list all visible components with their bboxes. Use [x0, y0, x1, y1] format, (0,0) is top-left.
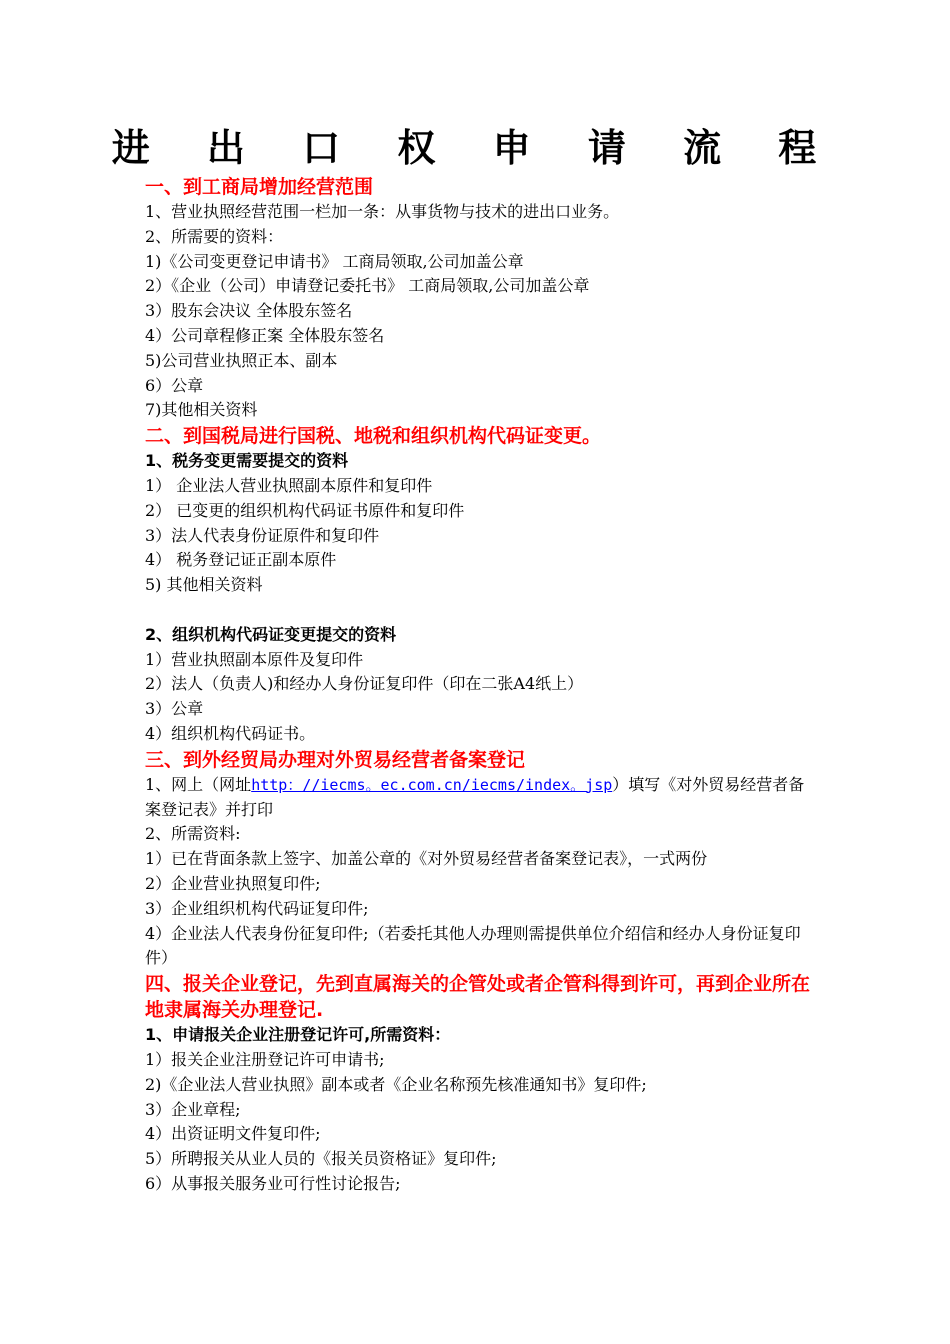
text-line: 7)其他相关资料 — [145, 400, 258, 420]
section-heading-4: 四、报关企业登记，先到直属海关的企管处或者企管科得到许可，再到企业所在地隶属海关办理登记. — [145, 973, 811, 1022]
subheading: 1、税务变更需要提交的资料 — [145, 451, 349, 471]
text-line: 4）出资证明文件复印件; — [145, 1124, 321, 1144]
text-line: 1）已在背面条款上签字、加盖公章的《对外贸易经营者备案登记表》，一式两份 — [145, 849, 708, 869]
text-line: 4）组织机构代码证书。 — [145, 723, 316, 743]
text-line: 1、营业执照经营范围一栏加一条：从事货物与技术的进出口业务。 — [145, 202, 620, 221]
text-line: 1）报关企业注册登记许可申请书; — [145, 1049, 385, 1069]
text-line: 4）公司章程修正案 全体股东签名 — [145, 325, 385, 345]
text-line: 5）所聘报关从业人员的《报关员资格证》复印件; — [145, 1149, 497, 1169]
web-prefix: 1、网上（网址 — [145, 774, 252, 794]
section-heading-3: 三、到外经贸局办理对外贸易经营者备案登记 — [145, 748, 526, 771]
text-line: 1） 企业法人营业执照副本原件和复印件 — [145, 475, 433, 495]
text-line: 5)公司营业执照正本、副本 — [145, 350, 338, 370]
text-line: 3）企业组织机构代码证复印件; — [145, 898, 369, 918]
text-line: 3）股东会决议 全体股东签名 — [145, 301, 353, 321]
text-line: 4）企业法人代表身份征复印件;（若委托其他人办理则需提供单位介绍信和经办人身份证复印件） — [145, 923, 801, 968]
text-line: 2）企业营业执照复印件; — [145, 873, 321, 893]
text-line: 2）法人（负责人)和经办人身份证复印件（印在二张A4纸上） — [145, 674, 584, 694]
document-body — [145, 174, 815, 1197]
website-link[interactable]: http：//iecms。ec.com.cn/iecms/index。jsp — [251, 775, 613, 794]
text-line: 3）法人代表身份证原件和复印件 — [145, 525, 380, 545]
text-line: 2）《企业（公司）申请登记委托书》 工商局领取,公司加盖公章 — [145, 276, 590, 296]
web-suffix: ）填写《对外贸易经营者备案登记表》并打印 — [145, 774, 805, 819]
section-heading-1: 一、到工商局增加经营范围 — [145, 176, 374, 198]
text-line: 2)《企业法人营业执照》副本或者《企业名称预先核准通知书》复印件; — [145, 1074, 647, 1094]
text-line: 3）企业章程; — [145, 1099, 241, 1119]
text-line: 1)《公司变更登记申请书》 工商局领取,公司加盖公章 — [145, 251, 524, 271]
text-line: 6）公章 — [145, 375, 204, 395]
page-title: 进 出 口 权 申 请 流 程 — [111, 126, 839, 170]
subheading: 2、组织机构代码证变更提交的资料 — [145, 624, 397, 644]
text-line: 5) 其他相关资料 — [145, 575, 263, 595]
text-line: 6）从事报关服务业可行性讨论报告; — [145, 1173, 401, 1193]
section-heading-2: 二、到国税局进行国税、地税和组织机构代码证变更。 — [145, 425, 602, 448]
text-line: 4） 税务登记证正副本原件 — [145, 550, 337, 570]
text-line-web — [145, 773, 815, 823]
subheading: 1、申请报关企业注册登记许可,所需资料： — [145, 1025, 451, 1045]
text-line: 2、所需要的资料： — [145, 226, 284, 246]
text-line: 2、所需资料: — [145, 824, 241, 844]
text-line: 2） 已变更的组织机构代码证书原件和复印件 — [145, 500, 465, 520]
text-line: 1）营业执照副本原件及复印件 — [145, 649, 364, 669]
text-line: 3）公章 — [145, 699, 204, 719]
blank-line — [145, 598, 815, 623]
